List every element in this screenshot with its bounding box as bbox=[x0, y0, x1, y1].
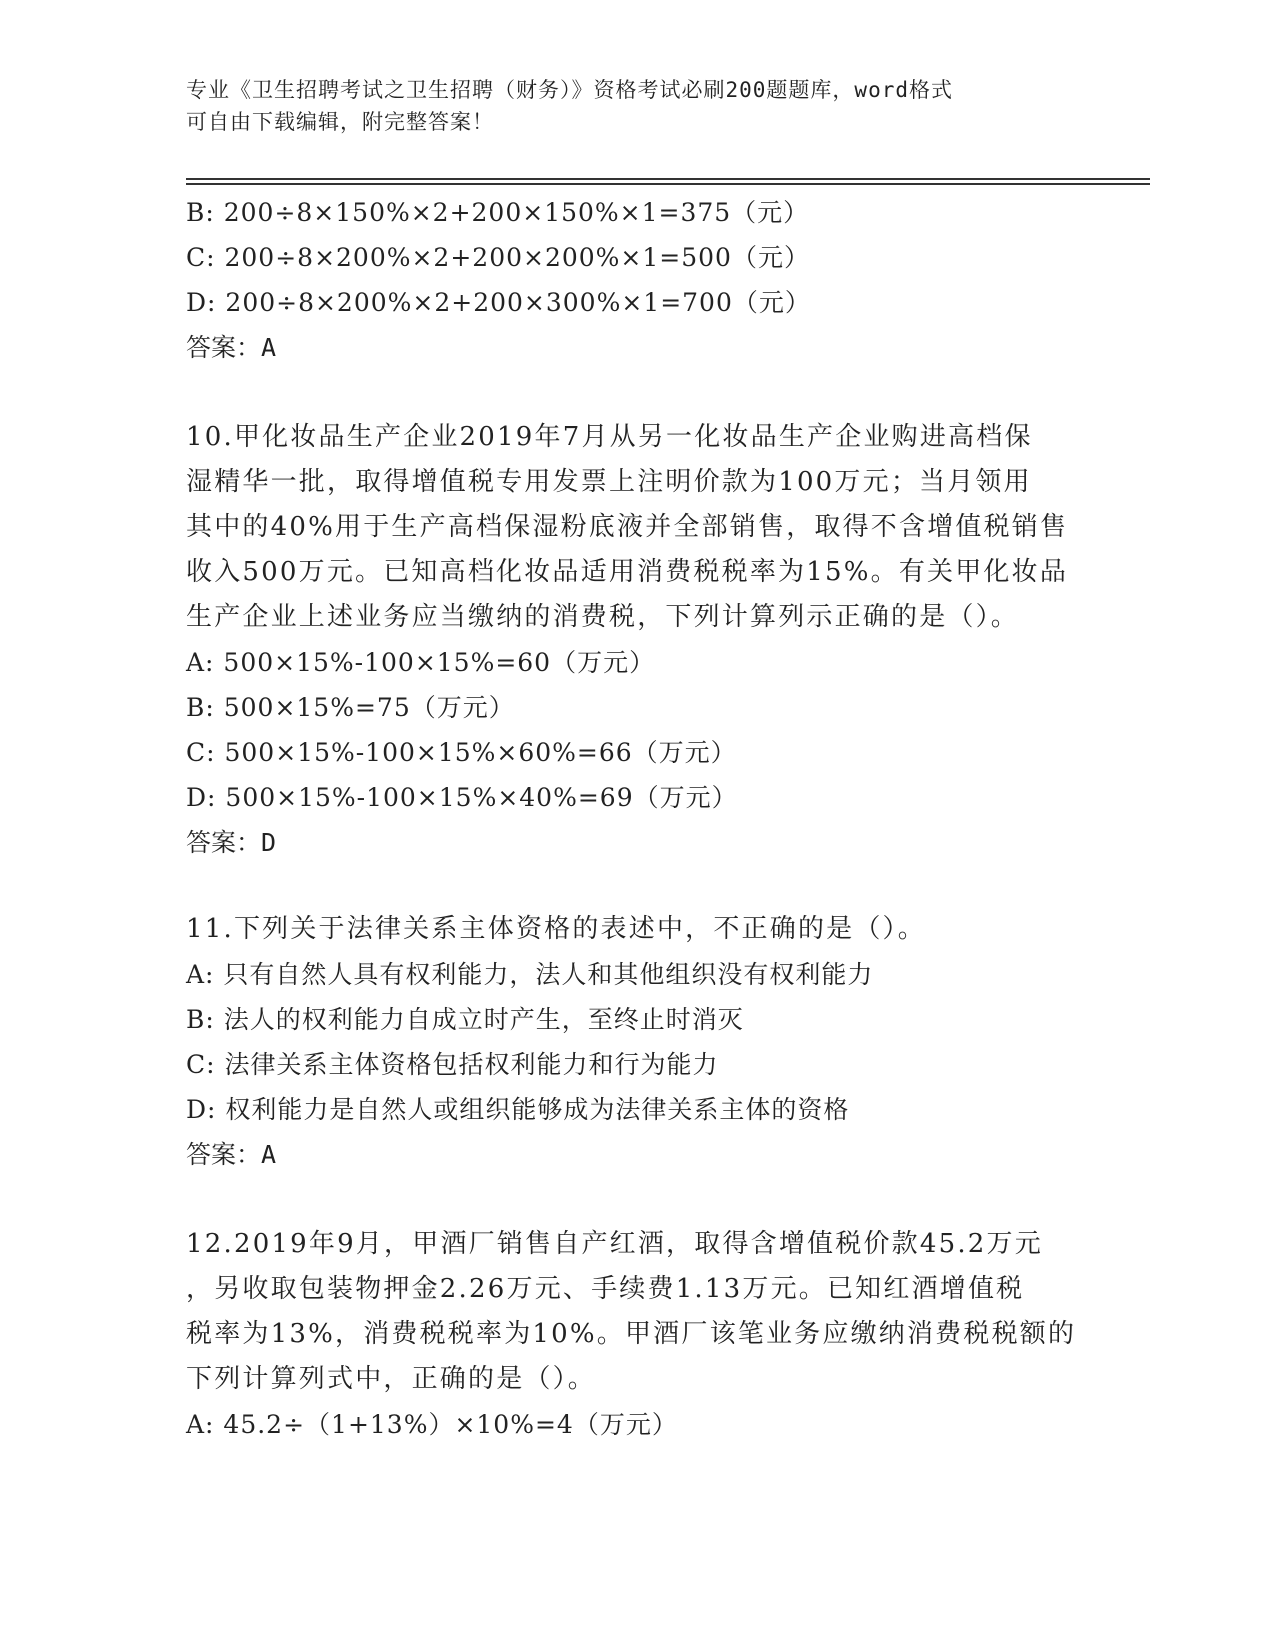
header-divider-top bbox=[186, 178, 1150, 180]
spacer bbox=[186, 1177, 1086, 1222]
option-c: C: 法律关系主体资格包括权利能力和行为能力 bbox=[186, 1050, 719, 1079]
option-a: A: 只有自然人具有权利能力，法人和其他组织没有权利能力 bbox=[186, 960, 874, 989]
question-stem-line: 10.甲化妆品生产企业2019年7月从另一化妆品生产企业购进高档保 bbox=[186, 422, 1033, 452]
question-stem-line: 生产企业上述业务应当缴纳的消费税，下列计算列示正确的是（）。 bbox=[186, 602, 1020, 632]
question-stem-line: 11.下列关于法律关系主体资格的表述中，不正确的是（）。 bbox=[186, 914, 926, 944]
option-d: D: 500×15%-100×15%×40%=69（万元） bbox=[186, 783, 738, 812]
option-c: C: 500×15%-100×15%×60%=66（万元） bbox=[186, 738, 737, 767]
option-c: C: 200÷8×200%×2+200×200%×1=500（元） bbox=[186, 243, 810, 272]
question-stem-line: 税率为13%，消费税税率为10%。甲酒厂该笔业务应缴纳消费税税额的 bbox=[186, 1319, 1077, 1349]
option-a: A: 45.2÷（1+13%）×10%=4（万元） bbox=[186, 1410, 678, 1439]
option-b: B: 200÷8×150%×2+200×150%×1=375（元） bbox=[186, 198, 810, 227]
question-stem-line: 收入500万元。已知高档化妆品适用消费税税率为15%。有关甲化妆品 bbox=[186, 557, 1069, 587]
header-title-line-2: 可自由下载编辑，附完整答案！ bbox=[186, 110, 494, 134]
option-b: B: 500×15%=75（万元） bbox=[186, 693, 515, 722]
header-divider-bottom bbox=[186, 183, 1150, 185]
option-b: B: 法人的权利能力自成立时产生，至终止时消灭 bbox=[186, 1005, 744, 1034]
question-9 bbox=[186, 190, 1086, 370]
document-header bbox=[186, 74, 1066, 138]
question-12 bbox=[186, 1222, 1086, 1447]
question-10 bbox=[186, 415, 1086, 865]
header-title-line-1: 专业《卫生招聘考试之卫生招聘（财务）》资格考试必刷200题题库，word格式 bbox=[186, 78, 953, 102]
question-stem-line: 湿精华一批，取得增值税专用发票上注明价款为100万元；当月领用 bbox=[186, 467, 1032, 497]
answer-label: 答案：D bbox=[186, 828, 277, 857]
option-a: A: 500×15%-100×15%=60（万元） bbox=[186, 648, 656, 677]
question-list bbox=[186, 190, 1086, 1447]
question-stem-line: 下列计算列式中，正确的是（）。 bbox=[186, 1364, 597, 1394]
answer-label: 答案：A bbox=[186, 1140, 277, 1169]
spacer bbox=[186, 865, 1086, 907]
spacer bbox=[186, 370, 1086, 415]
question-stem-line: ，另收取包装物押金2.26万元、手续费1.13万元。已知红酒增值税 bbox=[186, 1274, 1025, 1304]
option-d: D: 权利能力是自然人或组织能够成为法律关系主体的资格 bbox=[186, 1095, 850, 1124]
answer-label: 答案：A bbox=[186, 333, 277, 362]
question-stem-line: 12.2019年9月，甲酒厂销售自产红酒，取得含增值税价款45.2万元 bbox=[186, 1229, 1043, 1259]
question-11 bbox=[186, 907, 1086, 1177]
option-d: D: 200÷8×200%×2+200×300%×1=700（元） bbox=[186, 288, 811, 317]
question-stem-line: 其中的40%用于生产高档保湿粉底液并全部销售，取得不含增值税销售 bbox=[186, 512, 1069, 542]
